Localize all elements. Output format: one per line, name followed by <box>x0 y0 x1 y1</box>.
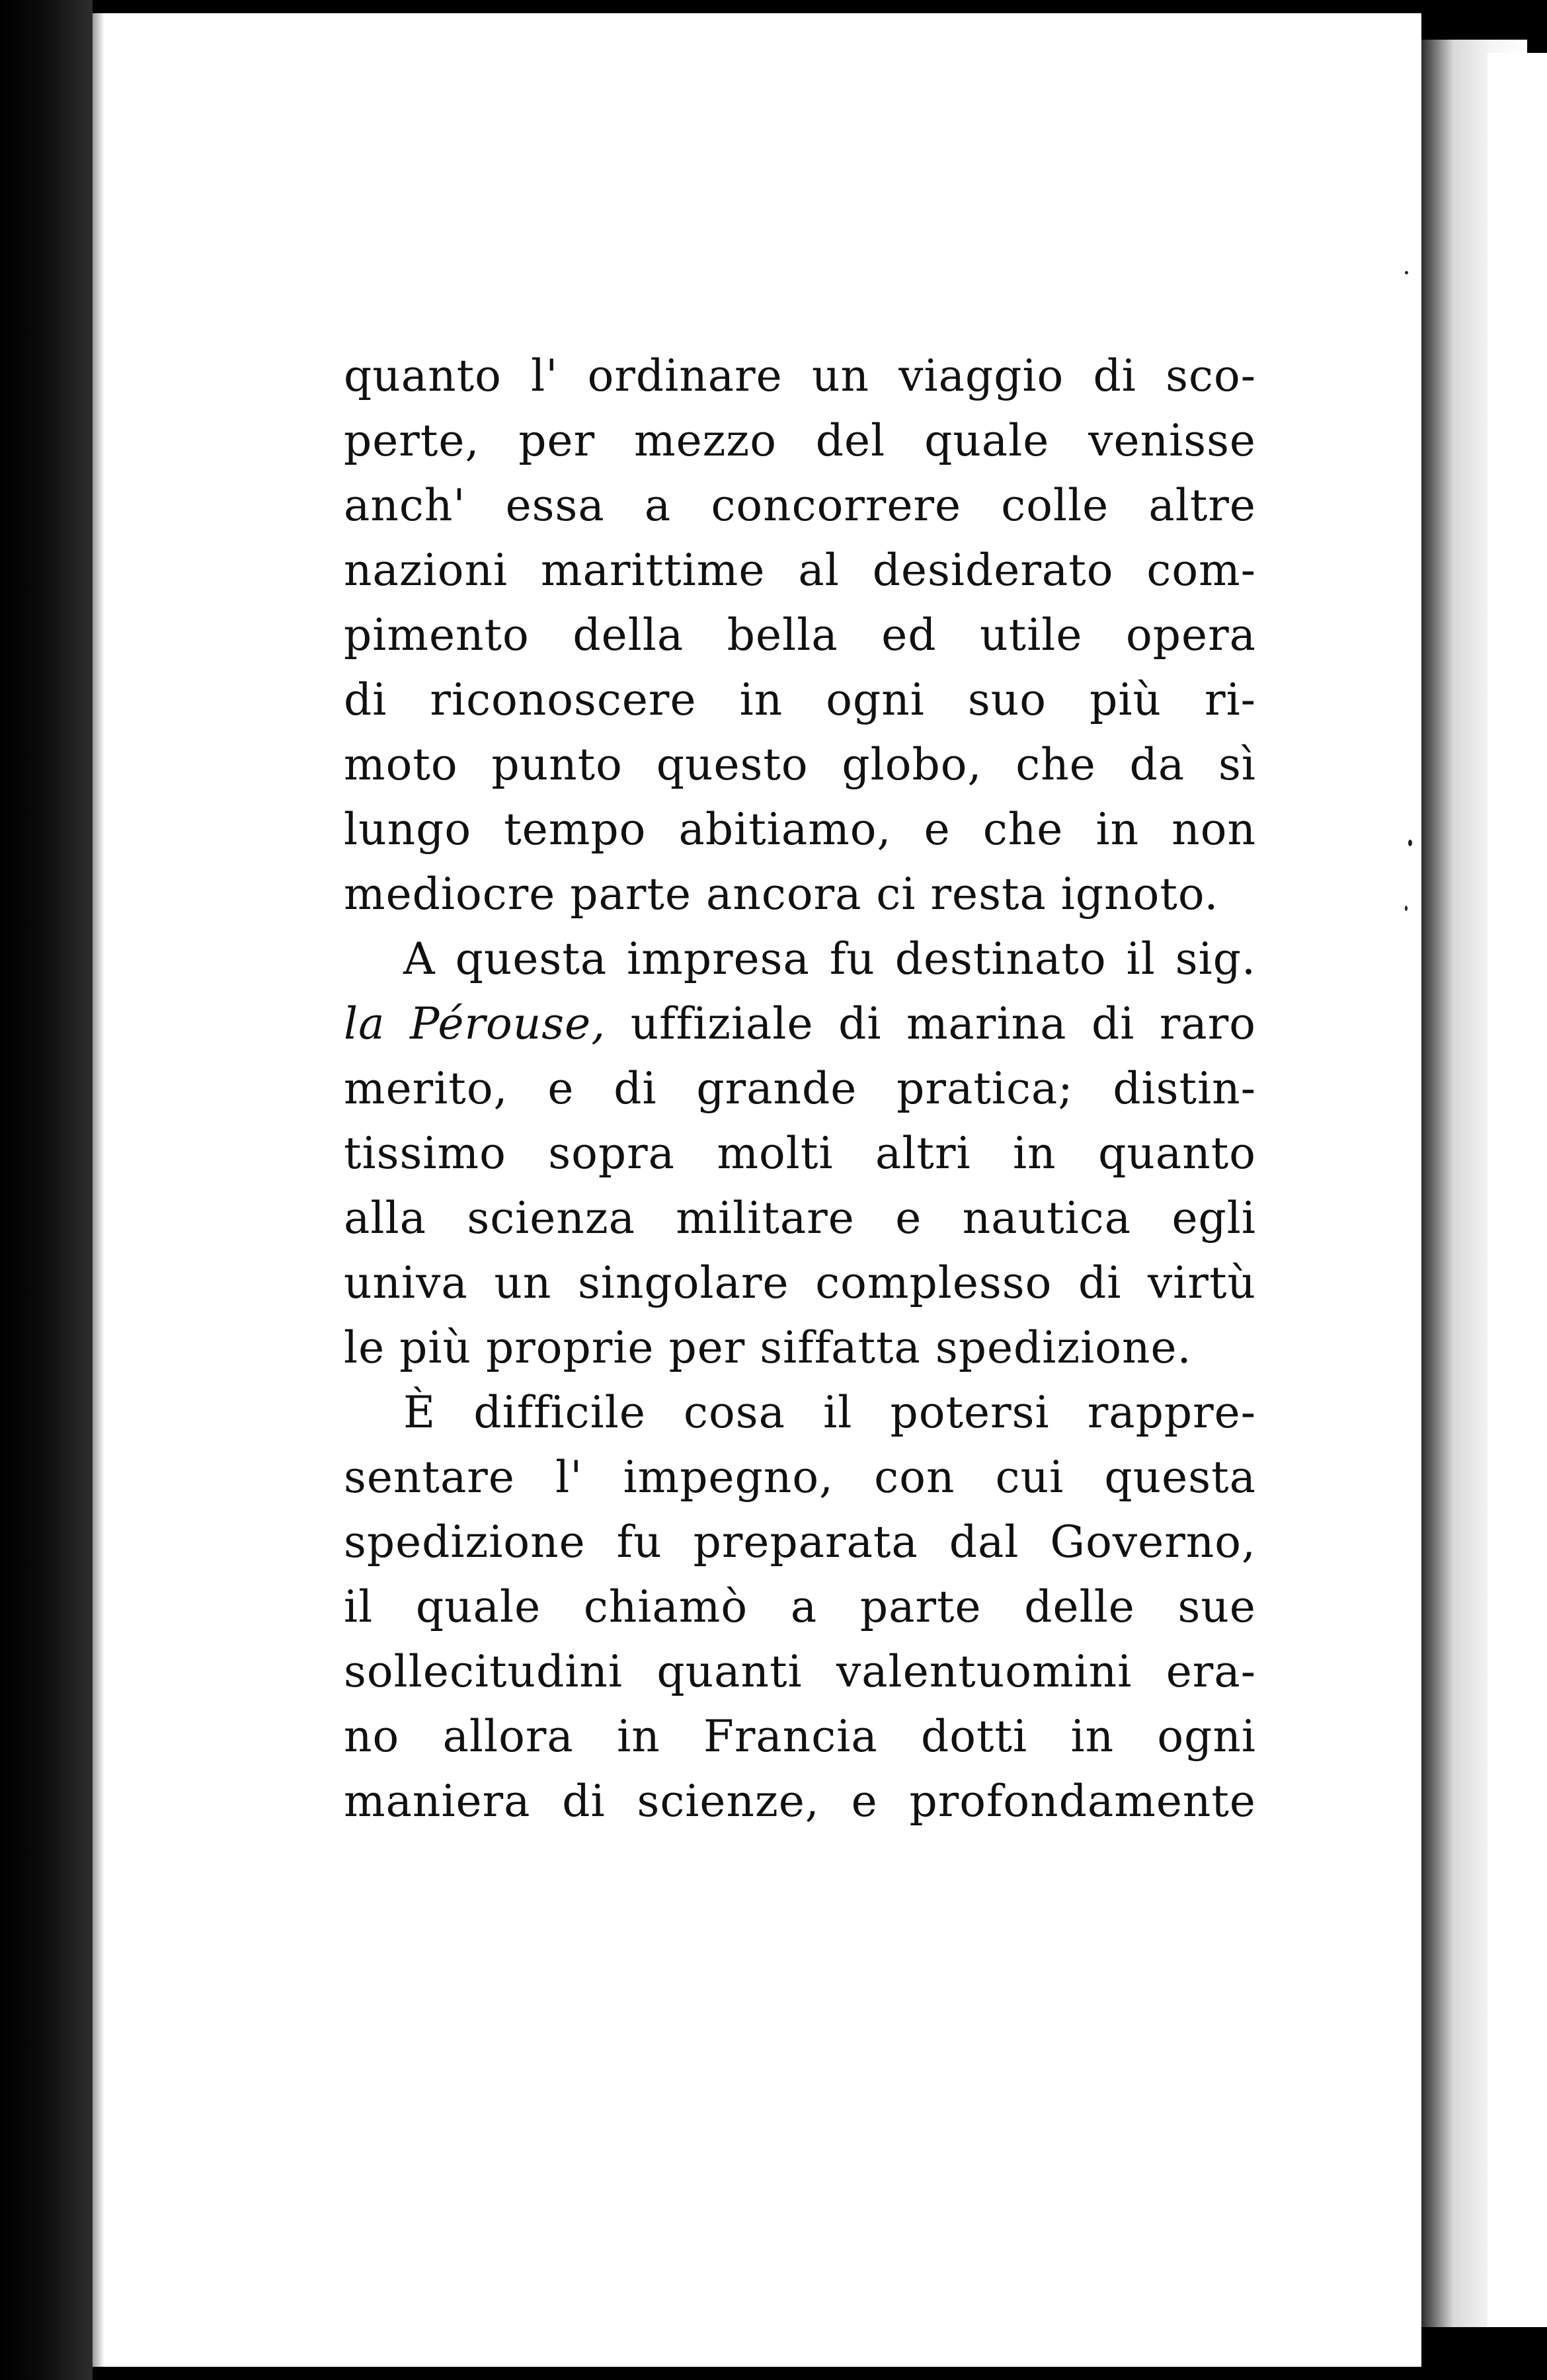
line-text: di riconoscere in ogni suo più ri- <box>344 674 1256 725</box>
line-text: spedizione fu preparata dal Governo, <box>344 1517 1256 1567</box>
line-text: uffiziale di marina di raro <box>606 998 1257 1049</box>
line-text: nazioni marittime al desiderato com- <box>344 545 1256 596</box>
text-line <box>344 1704 1256 1769</box>
text-line <box>344 603 1256 668</box>
text-line <box>344 1769 1256 1834</box>
text-line <box>344 1056 1256 1121</box>
text-line <box>344 1510 1256 1575</box>
text-line <box>344 473 1256 538</box>
line-text: univa un singolare complesso di virtù <box>344 1257 1256 1308</box>
text-line <box>344 1186 1256 1251</box>
line-text: pimento della bella ed utile opera <box>344 610 1256 660</box>
text-line <box>344 1316 1256 1380</box>
text-line <box>344 927 1256 992</box>
italic-name: la Pérouse, <box>344 998 606 1049</box>
text-line <box>344 668 1256 733</box>
text-line <box>344 538 1256 603</box>
line-text: lungo tempo abitiamo, e che in non <box>344 804 1256 855</box>
text-line <box>344 409 1256 473</box>
line-text: no allora in Francia dotti in ogni <box>344 1711 1256 1762</box>
line-text: mediocre parte ancora ci resta ignoto. <box>344 869 1219 920</box>
line-text: le più proprie per siffatta spedizione. <box>344 1322 1192 1373</box>
line-text: A questa impresa fu destinato il sig. <box>403 933 1256 984</box>
text-line <box>344 1251 1256 1316</box>
line-text: sollecitudini quanti valentuomini era- <box>344 1646 1256 1697</box>
text-line <box>344 733 1256 797</box>
text-line <box>344 1380 1256 1445</box>
text-line <box>344 1121 1256 1186</box>
text-line <box>344 797 1256 862</box>
line-text: il quale chiamò a parte delle sue <box>344 1581 1256 1632</box>
line-text: sentare l' impegno, con cui questa <box>344 1452 1256 1503</box>
page-body-text <box>344 344 1256 1834</box>
line-text: moto punto questo globo, che da sì <box>344 739 1256 790</box>
line-text: maniera di scienze, e profondamente <box>344 1776 1256 1827</box>
line-text: perte, per mezzo del quale venisse <box>344 415 1256 466</box>
ink-speck <box>1405 906 1408 911</box>
next-page-margin <box>1488 53 1547 2327</box>
book-spine-edge <box>0 0 93 2380</box>
text-line <box>344 1445 1256 1510</box>
line-text: È difficile cosa il potersi rappre- <box>403 1387 1256 1438</box>
text-line <box>344 344 1256 409</box>
line-text: anch' essa a concorrere colle altre <box>344 480 1256 531</box>
ink-speck <box>1408 840 1412 846</box>
text-line <box>344 862 1256 927</box>
binding-shadow <box>93 13 104 2367</box>
text-line <box>344 1575 1256 1640</box>
text-line <box>344 992 1256 1056</box>
ink-speck <box>1405 271 1408 274</box>
line-text: alla scienza militare e nautica egli <box>344 1193 1256 1244</box>
text-line <box>344 1640 1256 1704</box>
line-text: tissimo sopra molti altri in quanto <box>344 1128 1256 1179</box>
line-text: quanto l' ordinare un viaggio di sco- <box>344 350 1256 401</box>
line-text: merito, e di grande pratica; distin- <box>344 1063 1256 1114</box>
